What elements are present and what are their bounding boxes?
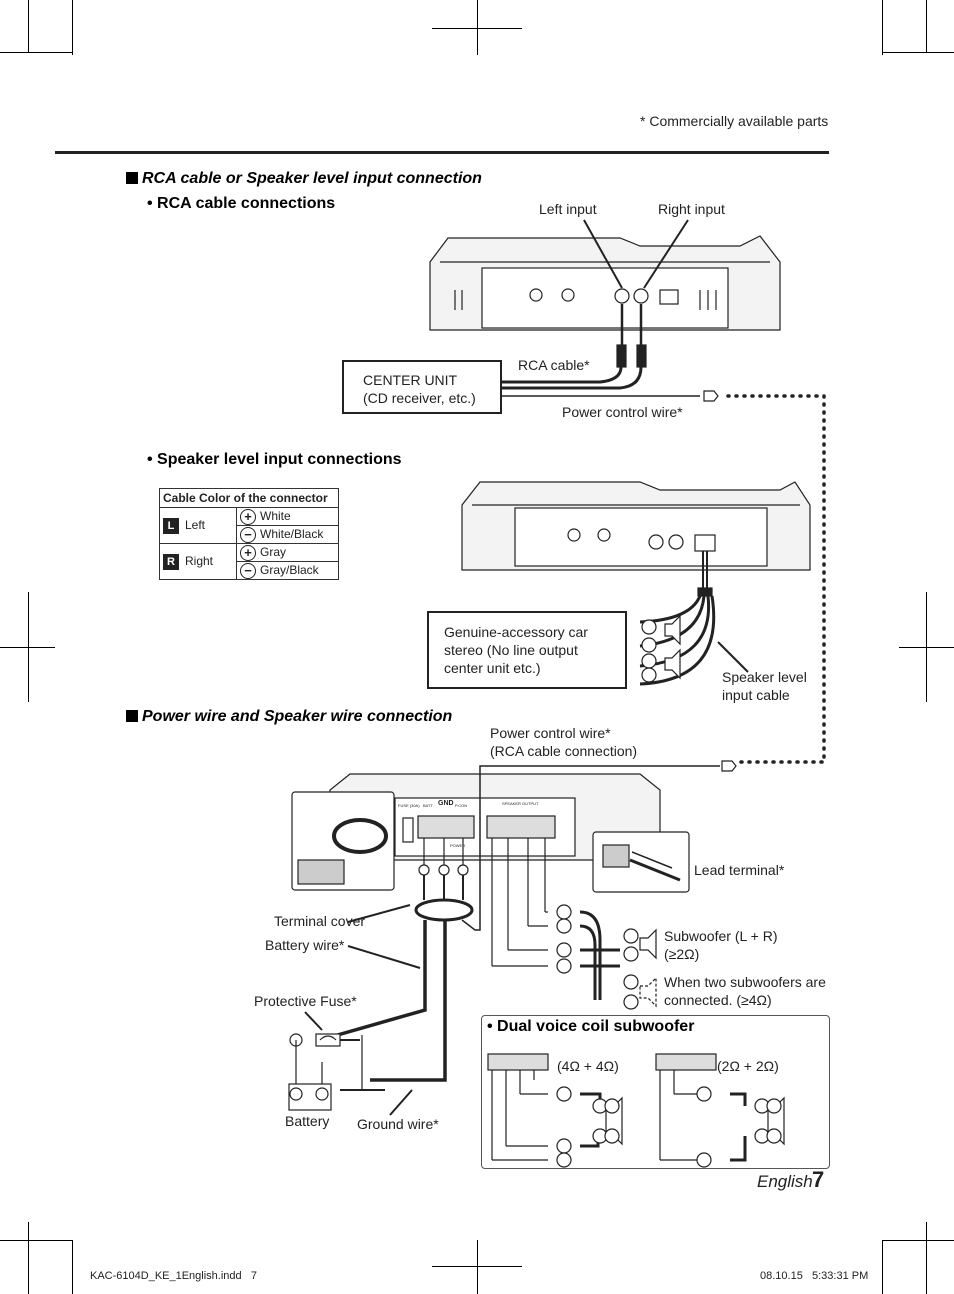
amp-power-label: POWER: [450, 843, 466, 848]
left-badge: L: [163, 518, 179, 534]
subtitle-rca-connections: • RCA cable connections: [147, 195, 336, 212]
right-side-label: Right: [185, 553, 214, 568]
amp-batt-label: BATT.: [423, 803, 434, 808]
right-plus-cell: [237, 544, 339, 562]
cable-table-header: Cable Color of the connector: [160, 489, 339, 508]
lead-terminal-label: Lead terminal*: [694, 862, 785, 878]
page-number: 7: [812, 1167, 825, 1192]
minus-icon: −: [240, 527, 256, 543]
amp-pcon-label: P.CON: [455, 803, 468, 808]
section-title-power: Power wire and Speaker wire connection: [126, 708, 452, 726]
subwoofer-label: Subwoofer (L + R) (≥2Ω): [664, 928, 778, 962]
dvc-title: • Dual voice coil subwoofer: [487, 1018, 695, 1035]
left-minus-cell: [237, 526, 339, 544]
amp-fuse-label: FUSE (30A): [398, 803, 420, 808]
left-side-label: Left: [185, 517, 206, 532]
minus-icon: −: [240, 563, 256, 579]
two-subwoofers-label: When two subwoofers are connected. (≥4Ω): [664, 974, 826, 1008]
power-control-rca-label: Power control wire* (RCA cable connection): [490, 725, 638, 759]
protective-fuse-label: Protective Fuse*: [254, 993, 357, 1009]
dvc-panel: [481, 1015, 830, 1169]
ground-wire-label: Ground wire*: [357, 1116, 439, 1132]
center-unit-box: [342, 360, 502, 414]
battery-label: Battery: [285, 1113, 330, 1129]
right-input-label: Right input: [658, 201, 725, 217]
amp-gnd-label: GND: [438, 800, 454, 807]
commercial-parts-note: * Commercially available parts: [640, 113, 829, 129]
plus-icon: +: [240, 509, 256, 525]
plus-icon: +: [240, 545, 256, 561]
left-input-label: Left input: [539, 201, 597, 217]
left-plus-cell: [237, 508, 339, 526]
subtitle-speaker-level: • Speaker level input connections: [147, 451, 402, 468]
center-unit-label: CENTER UNIT (CD receiver, etc.): [363, 372, 476, 406]
genuine-stereo-label: Genuine-accessory car stereo (No line output center unit etc.): [444, 624, 588, 676]
cable-color-table: [159, 488, 339, 580]
language-label: English: [757, 1172, 813, 1191]
right-minus-cell: [237, 562, 339, 580]
amp-speaker-output-label: SPEAKER OUTPUT: [502, 801, 539, 806]
rca-cable-label: RCA cable*: [518, 357, 590, 373]
power-control-wire-label: Power control wire*: [562, 404, 683, 420]
speaker-level-cable-label: Speaker level input cable: [722, 669, 807, 703]
dvc-series-label: (4Ω + 4Ω): [557, 1058, 619, 1074]
genuine-stereo-box: [427, 611, 627, 689]
right-minus-color: Gray/Black: [260, 562, 319, 577]
cable-row-left: [160, 508, 237, 544]
right-plus-color: Gray: [260, 544, 287, 559]
left-minus-color: White/Black: [260, 526, 324, 541]
section-title-rca: RCA cable or Speaker level input connection: [126, 170, 482, 188]
cable-row-right: [160, 544, 237, 580]
dvc-parallel-label: (2Ω + 2Ω): [717, 1058, 779, 1074]
indd-filename: KAC-6104D_KE_1English.indd 7: [90, 1270, 257, 1282]
left-plus-color: White: [260, 508, 291, 523]
right-badge: R: [163, 554, 179, 570]
terminal-cover-label: Terminal cover: [274, 913, 366, 929]
print-timestamp: 08.10.15 5:33:31 PM: [760, 1270, 869, 1282]
battery-wire-label: Battery wire*: [265, 937, 345, 953]
